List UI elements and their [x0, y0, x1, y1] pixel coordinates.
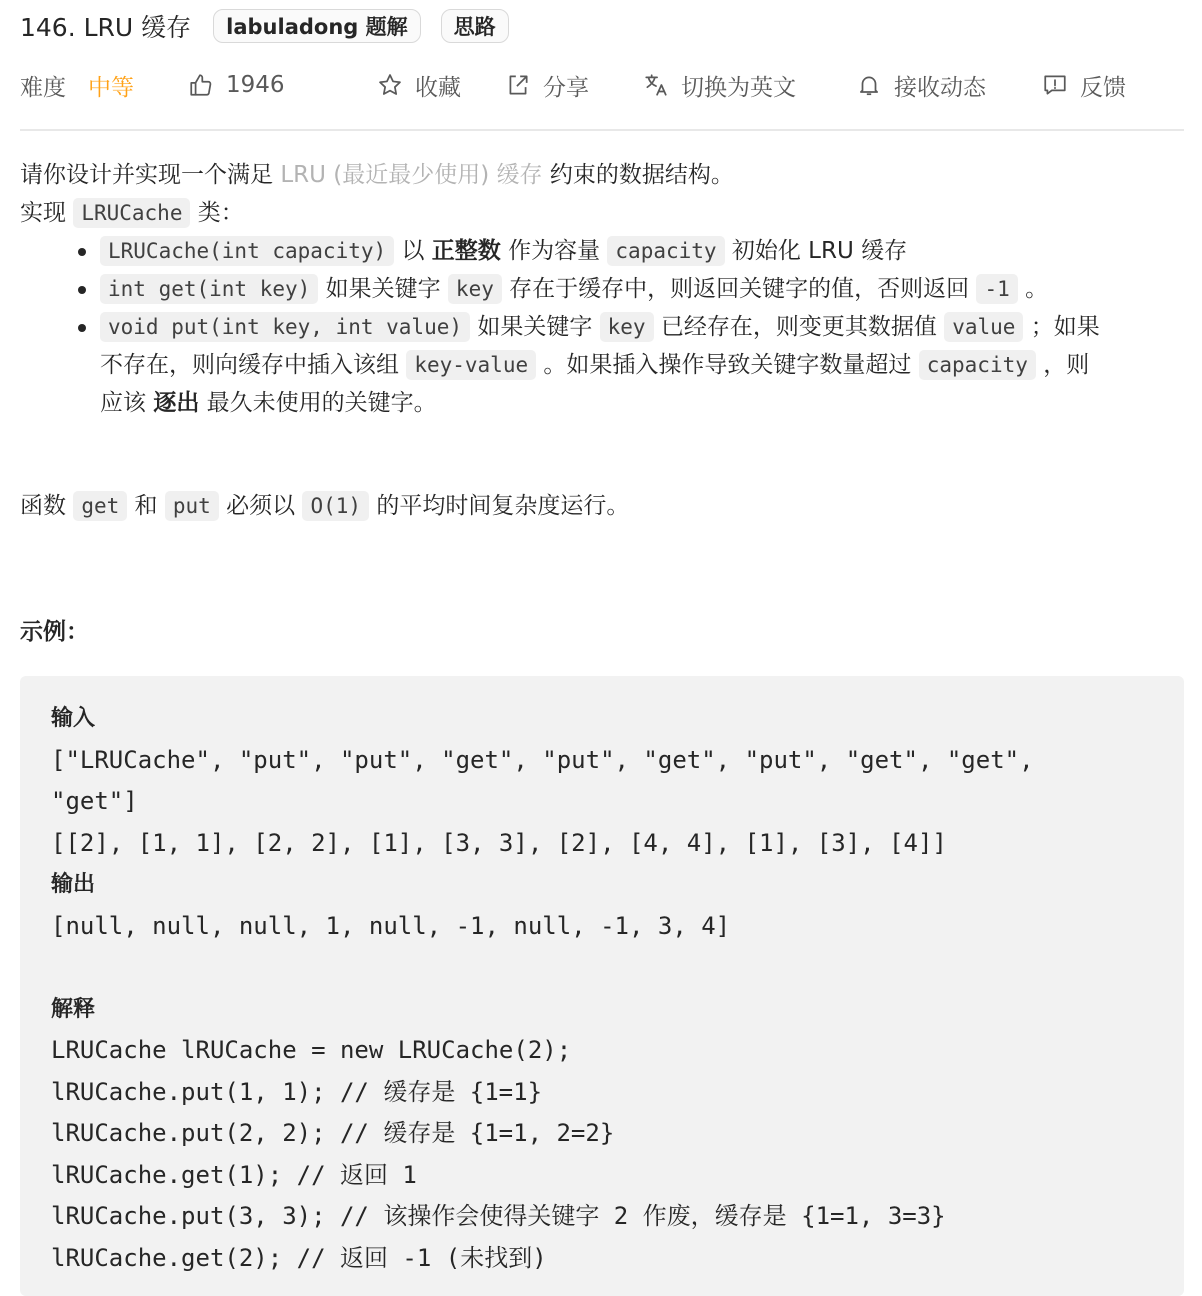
inline-code: LRUCache [73, 198, 190, 228]
inline-code: void put(int key, int value) [100, 312, 470, 342]
desc-paragraph-2: 实现 LRUCache 类： [20, 200, 244, 226]
inline-code: value [944, 312, 1023, 342]
difficulty-label: 难度 [20, 74, 66, 101]
input-line: [[2], [1, 1], [2, 2], [1], [3, 3], [2], [4, 4], [1], [3], [4]] [51, 828, 947, 857]
inline-code: capacity [919, 350, 1036, 380]
explain-line: lRUCache.put(1, 1); // 缓存是 {1=1} [51, 1077, 543, 1106]
tag-labuladong[interactable]: labuladong 题解 [213, 9, 420, 43]
notify-button[interactable] [856, 69, 1042, 102]
inline-code: key [448, 274, 502, 304]
meta-row [20, 64, 1126, 106]
lru-link[interactable]: LRU (最近最少使用) 缓存 [280, 162, 543, 188]
switch-language-label: 切换为英文 [681, 74, 796, 101]
inline-code: put [165, 491, 219, 521]
divider [20, 129, 1184, 131]
explain-line: LRUCache lRUCache = new LRUCache(2); [51, 1036, 572, 1064]
feedback-button[interactable] [1042, 69, 1126, 102]
inline-code: -1 [976, 274, 1017, 304]
desc-paragraph-1: 请你设计并实现一个满足 LRU (最近最少使用) 缓存 约束的数据结构。 [20, 162, 734, 188]
difficulty [20, 69, 188, 102]
explain-line: lRUCache.get(1); // 返回 1 [51, 1160, 417, 1189]
thumbs-up-icon [188, 72, 214, 98]
input-label: 输入 [51, 706, 96, 731]
inline-code: key-value [406, 350, 536, 380]
inline-code: capacity [607, 236, 724, 266]
like-button[interactable] [188, 72, 377, 98]
feedback-icon [1042, 72, 1068, 98]
notify-label: 接收动态 [894, 74, 986, 101]
input-line: ["LRUCache", "put", "put", "get", "put", "get", "put", "get", "get", [51, 745, 1034, 774]
example-title: 示例： [20, 619, 89, 645]
inline-code: key [600, 312, 654, 342]
share-label: 分享 [543, 74, 589, 101]
inline-code: O(1) [302, 491, 369, 521]
favorite-button[interactable] [377, 69, 505, 102]
problem-description [20, 156, 1184, 422]
switch-language-button[interactable] [643, 69, 856, 102]
spec-list [20, 232, 1184, 422]
share-icon [505, 72, 531, 98]
blank-line [51, 947, 1151, 989]
example-block [20, 676, 1184, 1296]
title-row [20, 6, 509, 46]
share-button[interactable] [505, 69, 643, 102]
bell-icon [856, 72, 882, 98]
feedback-label: 反馈 [1080, 74, 1126, 101]
star-icon [377, 72, 403, 98]
translate-icon [643, 72, 669, 98]
output-line: [null, null, null, 1, null, -1, null, -1, 3, 4] [51, 911, 731, 940]
spec-item-constructor: LRUCache(int capacity) 以 正整数 作为容量 capacity 初始化 LRU 缓存 [100, 232, 1184, 270]
tag-hint[interactable]: 思路 [441, 9, 509, 43]
spec-item-get: int get(int key) 如果关键字 key 存在于缓存中，则返回关键字的值，否则返回 -1 。 [100, 270, 1180, 308]
explain-line: lRUCache.get(2); // 返回 -1 (未找到) [51, 1243, 547, 1272]
difficulty-value: 中等 [88, 74, 134, 101]
inline-code: int get(int key) [100, 274, 318, 304]
complexity-note: 函数 get 和 put 必须以 O(1) 的平均时间复杂度运行。 [20, 493, 630, 519]
inline-code: LRUCache(int capacity) [100, 236, 394, 266]
problem-title: 146. LRU 缓存 [20, 13, 192, 42]
example-content [51, 698, 1151, 1279]
spec-item-put: void put(int key, int value) 如果关键字 key 已经存在，则变更其数据值 value ；如果不存在，则向缓存中插入该组 key-value 。如果插入操作导致关键字数量超过 capacity ，则应该 逐出 最久未使用的关键字。 [100, 308, 1100, 422]
inline-code: get [73, 491, 127, 521]
explain-line: lRUCache.put(3, 3); // 该操作会使得关键字 2 作废，缓存是 {1=1, 3=3} [51, 1202, 946, 1230]
output-label: 输出 [51, 872, 96, 897]
like-count: 1946 [226, 72, 285, 98]
explain-label: 解释 [51, 996, 96, 1022]
input-line: "get"] [51, 787, 138, 815]
explain-line: lRUCache.put(2, 2); // 缓存是 {1=1, 2=2} [51, 1119, 615, 1147]
favorite-label: 收藏 [415, 74, 461, 101]
